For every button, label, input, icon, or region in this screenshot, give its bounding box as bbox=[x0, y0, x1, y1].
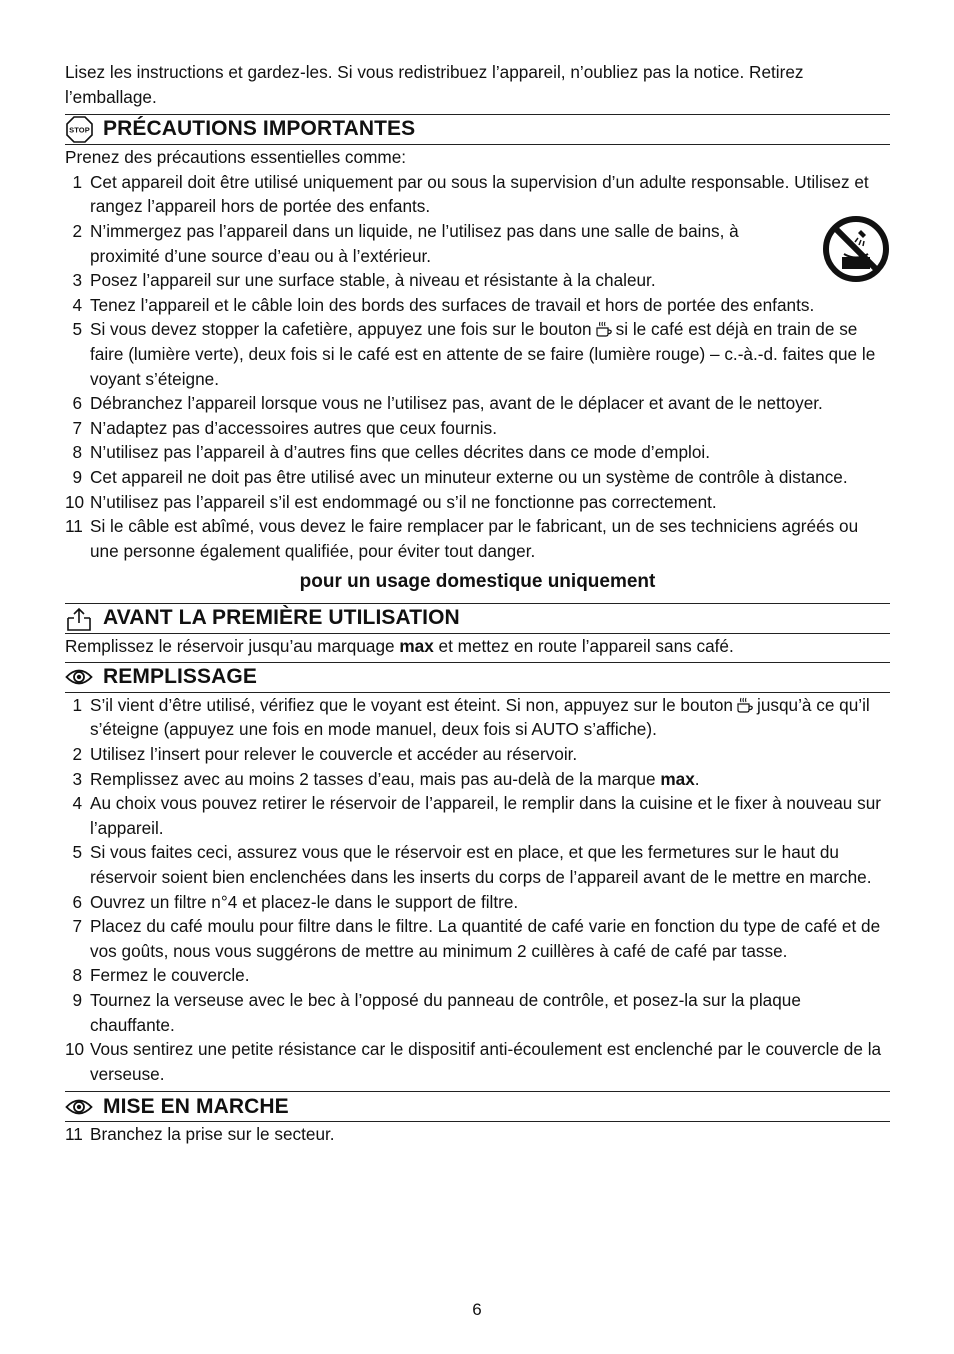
page bbox=[65, 60, 890, 1147]
domestic-use-note: pour un usage domestique uniquement bbox=[299, 571, 656, 593]
section-title: PRÉCAUTIONS IMPORTANTES bbox=[103, 117, 416, 141]
coffee-cup-icon bbox=[735, 696, 755, 714]
unpack-box-icon bbox=[65, 607, 93, 631]
list-item: 5 Si vous devez stopper la cafetière, appuyez une fois sur le bouton si le café est déjà en train de se faire (lumière verte), deux fois si le café est en attente de se faire (lumière rouge) – c.-à.-d. faites que le voyant s’éteigne. bbox=[72, 319, 876, 389]
list-item: 7 N’adaptez pas d’accessoires autres que ceux fournis. bbox=[72, 417, 497, 438]
section-start-header bbox=[65, 1091, 890, 1122]
list-item: 5 Si vous faites ceci, assurez vous que le réservoir est en place, et que les fermetures sur le haut du réservoir soient bien enclenchées dans les inserts du corps de l’appareil avant de le mettre en marche. bbox=[72, 842, 872, 888]
precautions-list bbox=[65, 170, 890, 564]
coffee-cup-icon bbox=[594, 320, 614, 338]
list-item: 8 N’utilisez pas l’appareil à d’autres fins que celles décrites dans ce mode d’emploi. bbox=[72, 442, 711, 463]
filling-list bbox=[65, 693, 890, 1087]
list-item: 4 Au choix vous pouvez retirer le réservoir de l’appareil, le remplir dans la cuisine et le fixer à nouveau sur l’appareil. bbox=[72, 793, 882, 838]
section-first-use-header bbox=[65, 603, 890, 634]
eye-icon bbox=[65, 665, 93, 689]
no-bath-icon bbox=[822, 214, 890, 289]
precautions-lead: Prenez des précautions essentielles comme: bbox=[65, 147, 407, 168]
list-item: 6 Débranchez l’appareil lorsque vous ne l’utilisez pas, avant de le déplacer et avant de le nettoyer. bbox=[72, 393, 823, 414]
section-filling-header bbox=[65, 662, 890, 693]
list-item: 10 Vous sentirez une petite résistance car le dispositif anti-écoulement est enclenché par le couvercle de la verseuse. bbox=[65, 1039, 882, 1084]
start-list bbox=[65, 1122, 890, 1147]
eye-icon bbox=[65, 1095, 93, 1119]
list-item: 1 S’il vient d’être utilisé, vérifiez que le voyant est éteint. Si non, appuyez sur le bouton jusqu’à ce qu’il s’éteigne (appuyez une fois en mode manuel, deux fois si AUTO s’affiche). bbox=[72, 694, 870, 740]
svg-text:STOP: STOP bbox=[68, 125, 90, 135]
list-item: 9 Tournez la verseuse avec le bec à l’opposé du panneau de contrôle, et posez-la sur la plaque chauffante. bbox=[72, 990, 801, 1035]
list-item: 11 Branchez la prise sur le secteur. bbox=[65, 1124, 335, 1145]
list-item: 7 Placez du café moulu pour filtre dans le filtre. La quantité de café varie en fonction du type de café et de vos goûts, nous vous suggérons de mettre au minimum 2 cuillères à café de café par tasse. bbox=[72, 916, 881, 961]
list-item: 6 Ouvrez un filtre n°4 et placez-le dans le support de filtre. bbox=[72, 891, 519, 912]
first-use-text: Remplissez le réservoir jusqu’au marquage max et mettez en route l’appareil sans café. bbox=[65, 636, 734, 657]
section-title: AVANT LA PREMIÈRE UTILISATION bbox=[103, 606, 460, 630]
list-item: 3 Remplissez avec au moins 2 tasses d’eau, mais pas au-delà de la marque max. bbox=[72, 768, 700, 789]
list-item: 10 N’utilisez pas l’appareil s’il est endommagé ou s’il ne fonctionne pas correctement. bbox=[65, 491, 717, 512]
section-title: REMPLISSAGE bbox=[103, 665, 257, 689]
page-number: 6 bbox=[472, 1300, 482, 1319]
intro-text: Lisez les instructions et gardez-les. Si vous redistribuez l’appareil, n’oubliez pas la notice. Retirez l’emballage. bbox=[65, 62, 804, 107]
stop-sign-icon bbox=[65, 118, 93, 142]
list-item: 3 Posez l’appareil sur une surface stable, à niveau et résistante à la chaleur. bbox=[72, 270, 656, 291]
list-item: 11 Si le câble est abîmé, vous devez le faire remplacer par le fabricant, un de ses techniciens agréés ou une personne également qualifiée, pour éviter tout danger. bbox=[65, 516, 859, 561]
section-precautions-header bbox=[65, 114, 890, 145]
list-item: 2 Utilisez l’insert pour relever le couvercle et accéder au réservoir. bbox=[72, 744, 578, 765]
list-item: 9 Cet appareil ne doit pas être utilisé avec un minuteur externe ou un système de contrôle à distance. bbox=[72, 466, 848, 487]
list-item: 4 Tenez l’appareil et le câble loin des bords des surfaces de travail et hors de portée des enfants. bbox=[72, 294, 815, 315]
list-item: 8 Fermez le couvercle. bbox=[72, 965, 250, 986]
list-item: 2 N’immergez pas l’appareil dans un liquide, ne l’utilisez pas dans une salle de bains, à proximité d’une source d’eau ou à l’extérieur. bbox=[72, 220, 739, 266]
list-item: 1 Cet appareil doit être utilisé uniquement par ou sous la supervision d’un adulte responsable. Utilisez et rangez l’appareil hors de portée des enfants. bbox=[72, 171, 869, 217]
section-title: MISE EN MARCHE bbox=[103, 1094, 289, 1118]
